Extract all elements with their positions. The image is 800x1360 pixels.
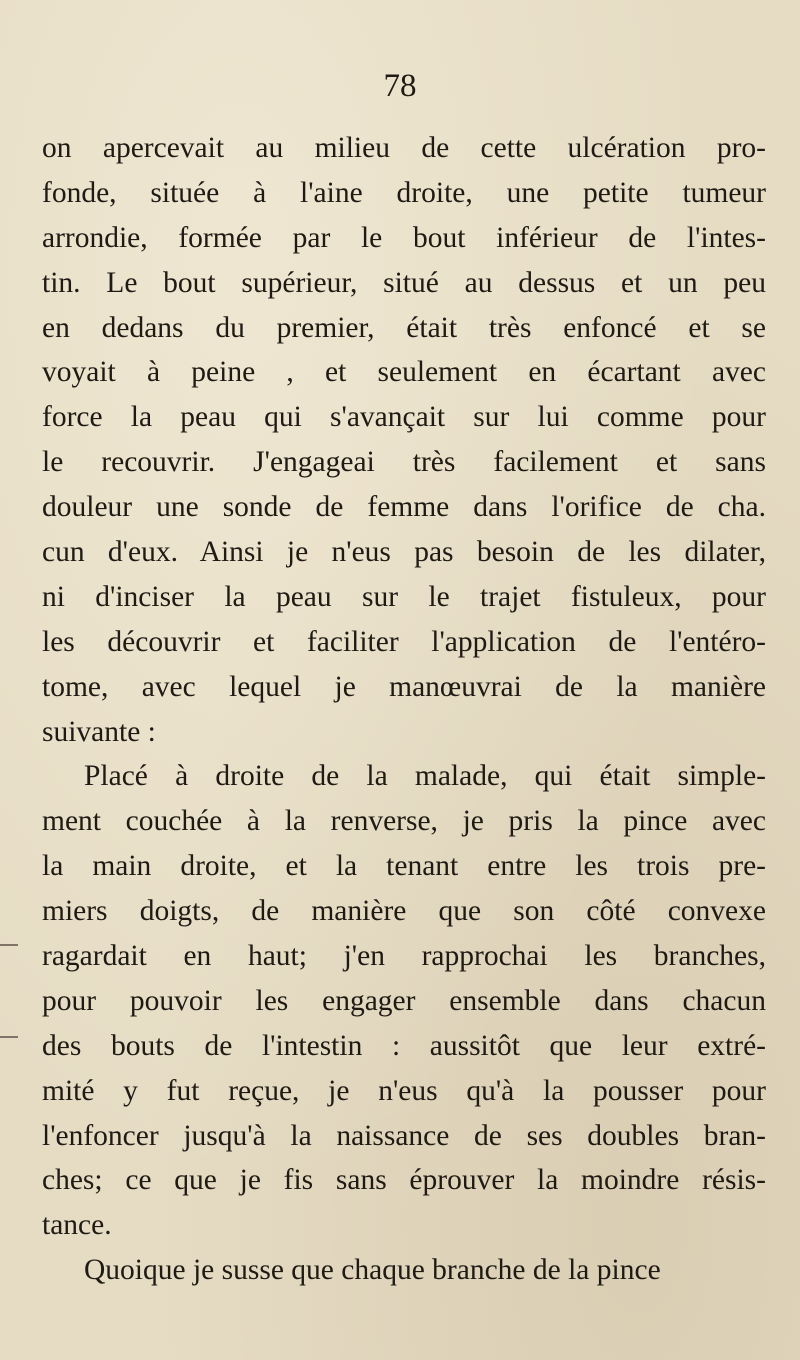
- text-line: pour pouvoir les engager ensemble dans chacun: [42, 984, 766, 1017]
- text-line: Quoique je susse que chaque branche de la pince: [84, 1254, 661, 1287]
- text-line: ragardait en haut; j'en rapprochai les branches,: [42, 940, 766, 973]
- text-line: suivante :: [42, 715, 156, 748]
- text-line: en dedans du premier, était très enfoncé et se: [42, 311, 766, 344]
- text-line: arrondie, formée par le bout inférieur de l'intes-: [42, 221, 766, 254]
- text-line: ment couchée à la renverse, je pris la pince avec: [42, 805, 766, 838]
- text-line: ches; ce que je fis sans éprouver la moindre résis-: [42, 1164, 766, 1197]
- text-line: tin. Le bout supérieur, situé au dessus et un peu: [42, 266, 766, 299]
- body-text: [42, 126, 766, 1293]
- text-line: la main droite, et la tenant entre les trois pre-: [42, 850, 766, 883]
- text-line: tance.: [42, 1209, 112, 1242]
- margin-mark: [0, 944, 18, 946]
- text-line: douleur une sonde de femme dans l'orifice de cha.: [42, 491, 766, 524]
- text-line: miers doigts, de manière que son côté convexe: [42, 895, 766, 928]
- text-line: force la peau qui s'avançait sur lui comme pour: [42, 401, 766, 434]
- text-line: cun d'eux. Ainsi je n'eus pas besoin de les dilater,: [42, 536, 766, 569]
- text-line: les découvrir et faciliter l'application de l'entéro-: [42, 625, 766, 658]
- margin-mark: [0, 1036, 18, 1038]
- text-line: l'enfoncer jusqu'à la naissance de ses doubles bran-: [42, 1119, 766, 1152]
- page-number: 78: [383, 68, 417, 104]
- text-line: des bouts de l'intestin : aussitôt que leur extré-: [42, 1029, 766, 1062]
- text-line: mité y fut reçue, je n'eus qu'à la pousser pour: [42, 1074, 766, 1107]
- text-line: on apercevait au milieu de cette ulcération pro-: [42, 132, 766, 164]
- text-line: ni d'inciser la peau sur le trajet fistuleux, pour: [42, 580, 766, 613]
- text-line: tome, avec lequel je manœuvrai de la manière: [42, 670, 766, 703]
- text-line: voyait à peine , et seulement en écartant avec: [42, 356, 766, 389]
- text-line: le recouvrir. J'engageai très facilement et sans: [42, 446, 766, 479]
- text-line: Placé à droite de la malade, qui était simple-: [84, 760, 766, 793]
- text-line: fonde, située à l'aine droite, une petite tumeur: [42, 176, 766, 209]
